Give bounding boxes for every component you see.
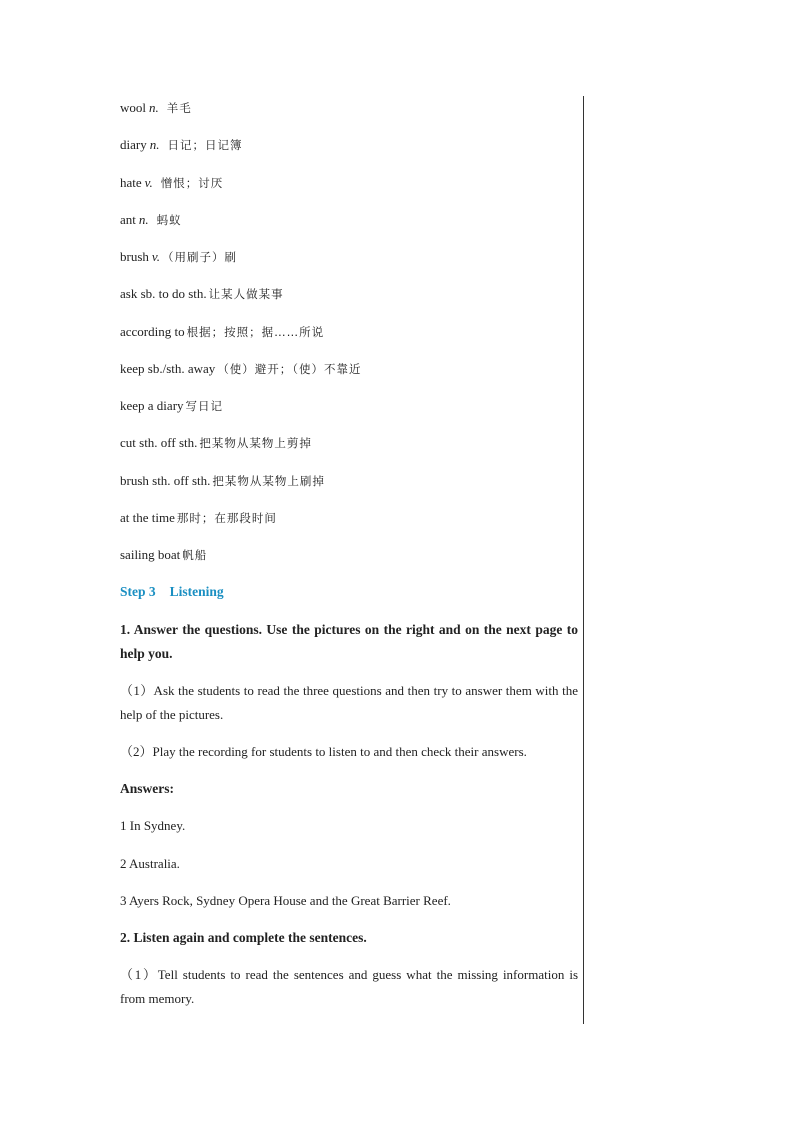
vocab-meaning: （使）避开；（使）不靠近	[217, 362, 362, 376]
vocab-meaning: 蚂蚁	[156, 213, 182, 227]
vocab-meaning: 写日记	[185, 399, 224, 413]
vocab-word: brush sth. off sth.	[120, 473, 211, 488]
vocab-item	[120, 245, 578, 269]
vocab-meaning: 羊毛	[166, 101, 192, 115]
answers-label: Answers:	[120, 781, 174, 796]
vocab-word: wool	[120, 100, 146, 115]
vocab-item	[120, 431, 578, 455]
section-heading-1: 1. Answer the questions. Use the pictures on the right and on the next page to help you.	[120, 622, 578, 661]
vocab-pos: v.	[151, 249, 160, 264]
vocab-word: cut sth. off sth.	[120, 435, 198, 450]
vocab-item	[120, 506, 578, 530]
vocab-meaning: 日记；日记簿	[167, 138, 243, 152]
vocab-item	[120, 133, 578, 157]
vocab-word: at the time	[120, 510, 175, 525]
vocab-word: diary	[120, 137, 147, 152]
vocab-word: ask sb. to do sth.	[120, 286, 207, 301]
vocab-pos: v.	[144, 175, 153, 190]
vocab-meaning: 让某人做某事	[208, 287, 284, 301]
vocab-pos: n.	[138, 212, 149, 227]
vocab-pos: n.	[149, 100, 159, 115]
vocab-item	[120, 357, 578, 381]
vocab-word: sailing boat	[120, 547, 181, 562]
vocab-meaning: 那时；在那段时间	[176, 511, 277, 525]
section-heading-2: 2. Listen again and complete the sentences.	[120, 930, 367, 945]
vocab-meaning: 根据；按照；据……所说	[186, 325, 325, 339]
vocab-word: keep sb./sth. away	[120, 361, 216, 376]
vocab-item	[120, 320, 578, 344]
vocab-meaning: （用刷子）刷	[161, 250, 237, 264]
instruction-paragraph: （2）Play the recording for students to listen to and then check their answers.	[120, 744, 527, 759]
step-number: Step 3	[120, 584, 156, 599]
vocab-meaning: 把某物从某物上刷掉	[212, 474, 325, 488]
vocab-item	[120, 543, 578, 567]
table-right-border	[583, 96, 584, 1024]
vocab-item	[120, 394, 578, 418]
step-title: Listening	[169, 584, 224, 599]
vocab-meaning: 把某物从某物上剪掉	[199, 436, 312, 450]
vocab-word: hate	[120, 175, 142, 190]
vocab-item	[120, 282, 578, 306]
instruction-paragraph: （1）Tell students to read the sentences and guess what the missing information is from memory.	[120, 967, 578, 1006]
instruction-paragraph: （1）Ask the students to read the three questions and then try to answer them with the help of the pictures.	[120, 683, 578, 722]
vocab-meaning: 帆船	[182, 548, 208, 562]
answer-item: 1 In Sydney.	[120, 818, 186, 833]
answer-item: 2 Australia.	[120, 856, 180, 871]
vocab-item	[120, 469, 578, 493]
vocab-word: brush	[120, 249, 149, 264]
step-heading	[120, 580, 578, 604]
vocab-item	[120, 96, 578, 120]
vocab-meaning: 憎恨；讨厌	[160, 176, 224, 190]
vocab-pos: n.	[149, 137, 160, 152]
vocab-word: according to	[120, 324, 185, 339]
vocab-word: keep a diary	[120, 398, 184, 413]
vocab-item	[120, 208, 578, 232]
answer-item: 3 Ayers Rock, Sydney Opera House and the Great Barrier Reef.	[120, 893, 451, 908]
vocab-word: ant	[120, 212, 136, 227]
vocab-item	[120, 171, 578, 195]
